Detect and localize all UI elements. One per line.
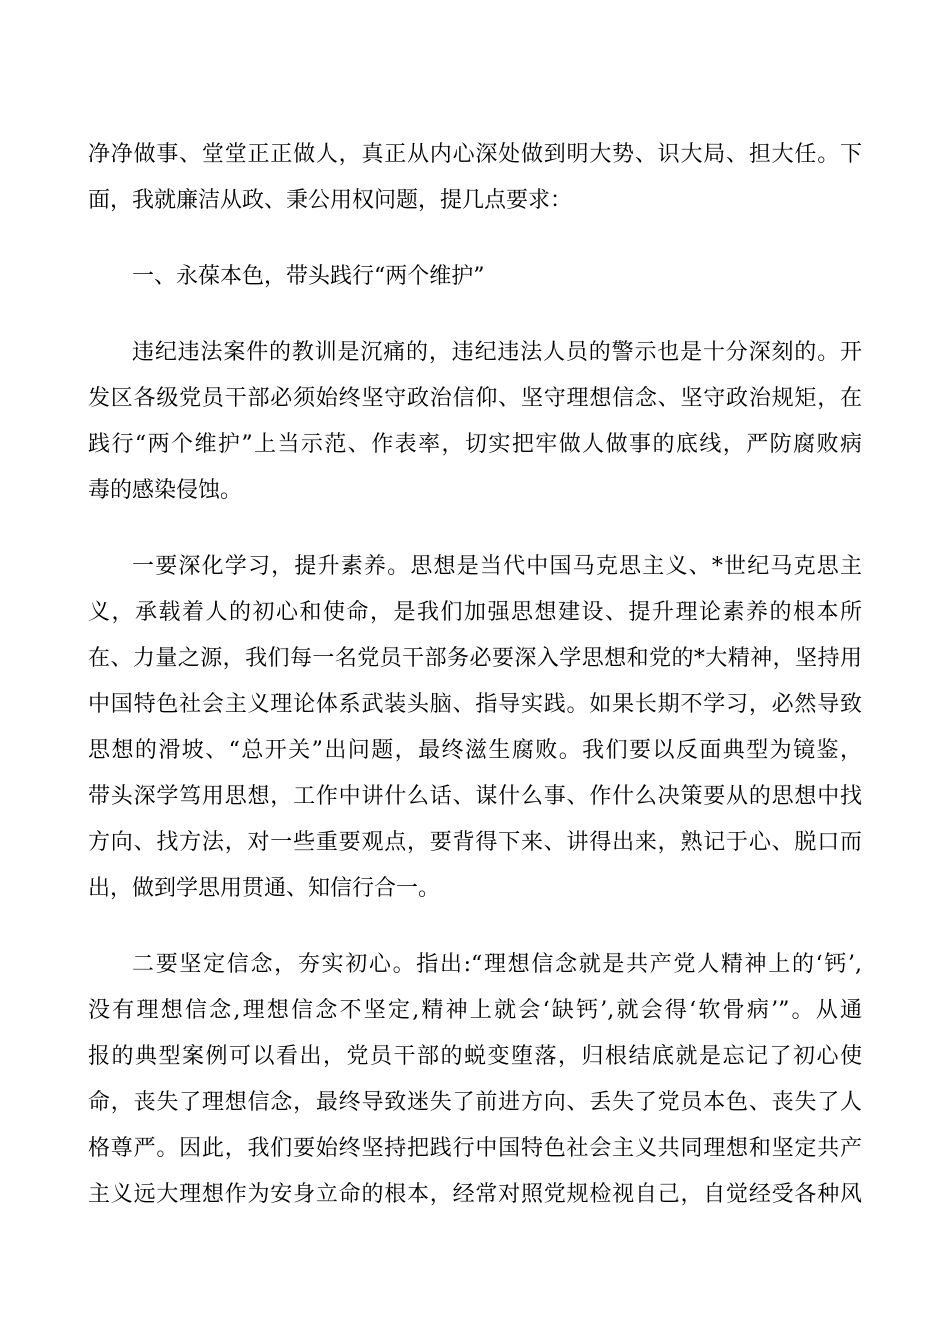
text-line: 中国特色社会主义理论体系武装头脑、指导实践。如果长期不学习，必然导致 — [88, 692, 862, 717]
text-line: 命，丧失了理想信念，最终导致迷失了前进方向、丢失了党员本色、丧失了人 — [88, 1090, 862, 1115]
heading-text: 一、永葆本色，带头践行“两个维护” — [132, 264, 485, 289]
text-line: 在、力量之源，我们每一名党员干部务必要深入学思想和党的*大精神，坚持用 — [88, 646, 862, 671]
text-line: 没有理想信念,理想信念不坚定,精神上就会‘缺钙’,就会得‘软骨病’”。从通 — [88, 998, 862, 1023]
paragraph — [88, 942, 862, 1218]
text-line: 方向、找方法，对一些重要观点，要背得下来、讲得出来，熟记于心、脱口而 — [88, 830, 862, 855]
text-line: 格尊严。因此，我们要始终坚持把践行中国特色社会主义共同理想和坚定共产 — [88, 1136, 862, 1161]
text-line: 违纪违法案件的教训是沉痛的，违纪违法人员的警示也是十分深刻的。开 — [132, 340, 862, 365]
text-line: 主义远大理想作为安身立命的根本，经常对照党规检视自己，自觉经受各种风 — [88, 1182, 862, 1207]
text-line: 发区各级党员干部必须始终坚守政治信仰、坚守理想信念、坚守政治规矩，在 — [88, 386, 862, 411]
paragraph-continuation — [88, 132, 862, 224]
text-line: 践行“两个维护”上当示范、作表率，切实把牢做人做事的底线，严防腐败病 — [88, 432, 862, 457]
text-line: 带头深学笃用思想，工作中讲什么话、谋什么事、作什么决策要从的思想中找 — [88, 784, 862, 809]
section-heading — [88, 254, 862, 300]
document-body — [88, 132, 862, 1218]
text-line: 思想的滑坡、“总开关”出问题，最终滋生腐败。我们要以反面典型为镜鉴， — [88, 738, 862, 763]
text-line: 面，我就廉洁从政、秉公用权问题，提几点要求： — [88, 188, 573, 213]
text-line: 一要深化学习，提升素养。思想是当代中国马克思主义、*世纪马克思主 — [132, 554, 862, 579]
paragraph — [88, 330, 862, 514]
text-line: 出，做到学思用贯通、知信行合一。 — [88, 876, 441, 901]
text-line: 净净做事、堂堂正正做人，真正从内心深处做到明大势、识大局、担大任。下 — [88, 142, 862, 167]
paragraph — [88, 544, 862, 912]
text-line: 毒的感染侵蚀。 — [88, 478, 243, 503]
text-line: 二要坚定信念，夯实初心。指出:“理想信念就是共产党人精神上的‘钙’, — [132, 952, 862, 977]
text-line: 义，承载着人的初心和使命，是我们加强思想建设、提升理论素养的根本所 — [88, 600, 862, 625]
text-line: 报的典型案例可以看出，党员干部的蜕变堕落，归根结底就是忘记了初心使 — [88, 1044, 862, 1069]
